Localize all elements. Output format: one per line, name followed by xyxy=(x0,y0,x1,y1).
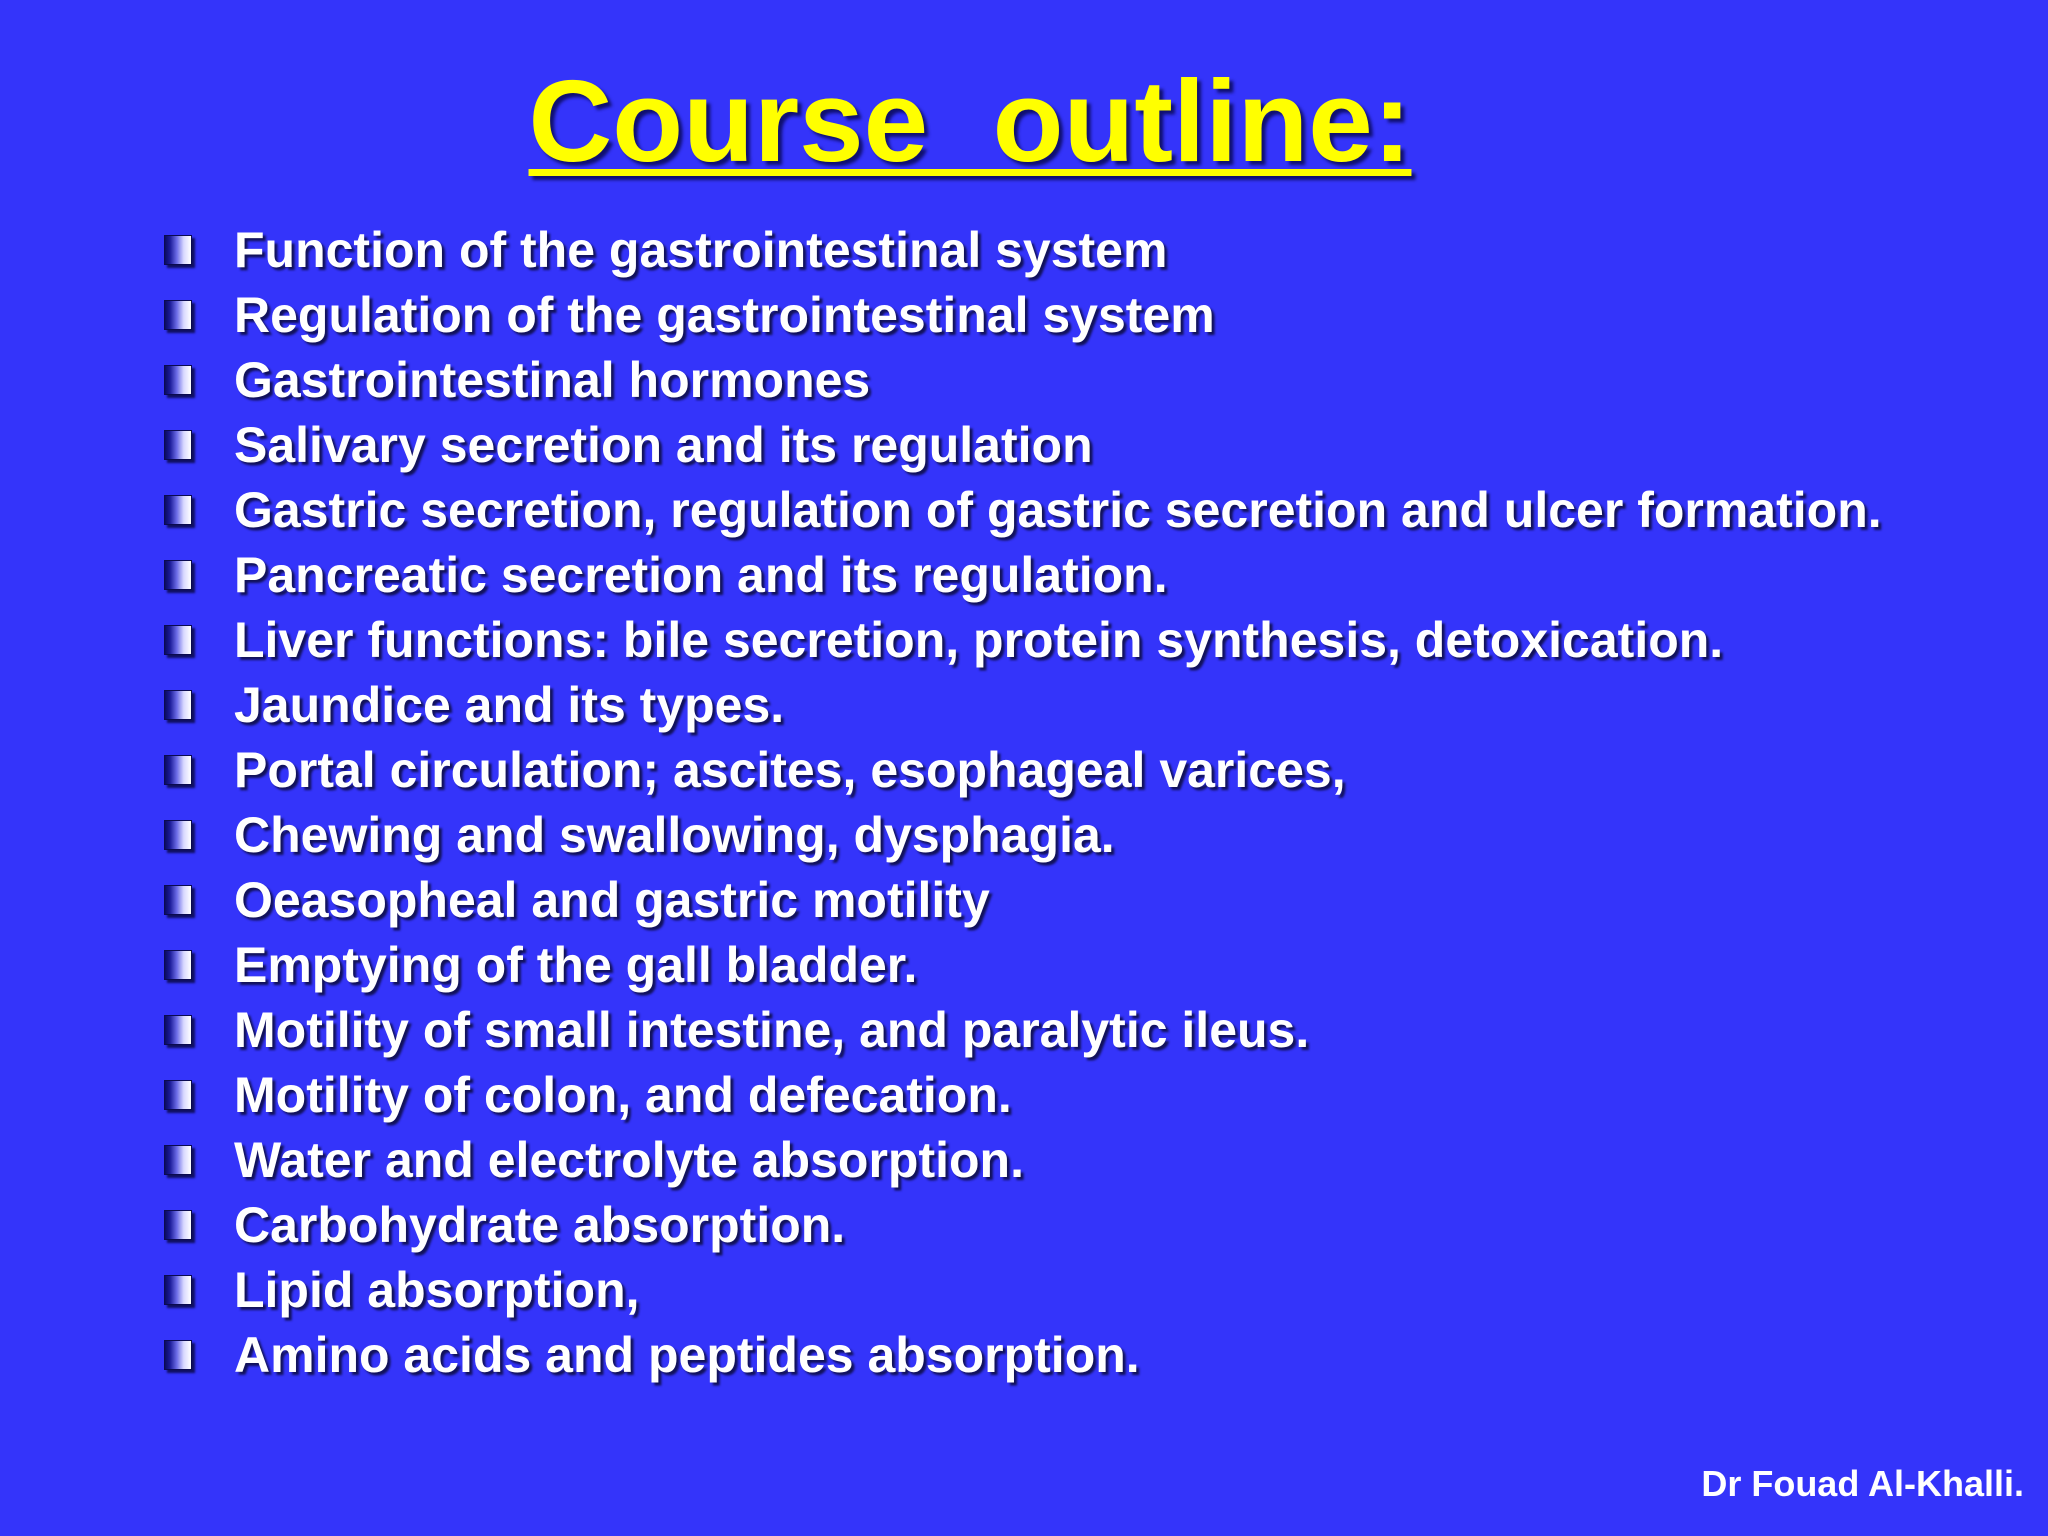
square-bullet-icon xyxy=(164,1080,192,1110)
outline-item-text: Pancreatic secretion and its regulation. xyxy=(234,547,1168,603)
outline-item-text: Amino acids and peptides absorption. xyxy=(234,1327,1140,1383)
outline-item-text: Regulation of the gastrointestinal system xyxy=(234,287,1215,343)
square-bullet-icon xyxy=(164,430,192,460)
outline-item-text: Salivary secretion and its regulation xyxy=(234,417,1093,473)
outline-item xyxy=(0,283,2048,348)
outline-item xyxy=(0,543,2048,608)
course-outline-list xyxy=(0,218,2048,1388)
outline-item xyxy=(0,803,2048,868)
square-bullet-icon xyxy=(164,300,192,330)
slide-title: Course outline: xyxy=(528,56,1412,186)
square-bullet-icon xyxy=(164,1015,192,1045)
outline-item-text: Gastrointestinal hormones xyxy=(234,352,871,408)
outline-item xyxy=(0,1258,2048,1323)
square-bullet-icon xyxy=(164,560,192,590)
square-bullet-icon xyxy=(164,755,192,785)
square-bullet-icon xyxy=(164,495,192,525)
square-bullet-icon xyxy=(164,1275,192,1305)
square-bullet-icon xyxy=(164,690,192,720)
outline-item xyxy=(0,738,2048,803)
outline-item-text: Motility of small intestine, and paralytic ileus. xyxy=(234,1002,1310,1058)
square-bullet-icon xyxy=(164,365,192,395)
outline-item xyxy=(0,348,2048,413)
outline-item-text: Function of the gastrointestinal system xyxy=(234,222,1168,278)
square-bullet-icon xyxy=(164,820,192,850)
outline-item-text: Lipid absorption, xyxy=(234,1262,640,1318)
outline-item xyxy=(0,998,2048,1063)
outline-item xyxy=(0,1128,2048,1193)
outline-item xyxy=(0,1323,2048,1388)
outline-item-text: Liver functions: bile secretion, protein synthesis, detoxication. xyxy=(234,612,1724,668)
square-bullet-icon xyxy=(164,950,192,980)
outline-item xyxy=(0,218,2048,283)
square-bullet-icon xyxy=(164,1340,192,1370)
square-bullet-icon xyxy=(164,885,192,915)
square-bullet-icon xyxy=(164,235,192,265)
outline-item-text: Gastric secretion, regulation of gastric secretion and ulcer formation. xyxy=(234,482,1882,538)
outline-item-text: Emptying of the gall bladder. xyxy=(234,937,918,993)
outline-item-text: Portal circulation; ascites, esophageal varices, xyxy=(234,742,1346,798)
outline-item xyxy=(0,673,2048,738)
outline-item xyxy=(0,478,2048,543)
outline-item-text: Water and electrolyte absorption. xyxy=(234,1132,1024,1188)
outline-item xyxy=(0,413,2048,478)
outline-item xyxy=(0,933,2048,998)
square-bullet-icon xyxy=(164,1145,192,1175)
outline-item xyxy=(0,868,2048,933)
outline-item-text: Jaundice and its types. xyxy=(234,677,785,733)
outline-item xyxy=(0,608,2048,673)
outline-item xyxy=(0,1063,2048,1128)
square-bullet-icon xyxy=(164,625,192,655)
outline-item xyxy=(0,1193,2048,1258)
outline-item-text: Carbohydrate absorption. xyxy=(234,1197,846,1253)
outline-item-text: Oeasopheal and gastric motility xyxy=(234,872,990,928)
square-bullet-icon xyxy=(164,1210,192,1240)
outline-item-text: Chewing and swallowing, dysphagia. xyxy=(234,807,1115,863)
author-signature: Dr Fouad Al-Khalli. xyxy=(1701,1463,2024,1504)
outline-item-text: Motility of colon, and defecation. xyxy=(234,1067,1012,1123)
